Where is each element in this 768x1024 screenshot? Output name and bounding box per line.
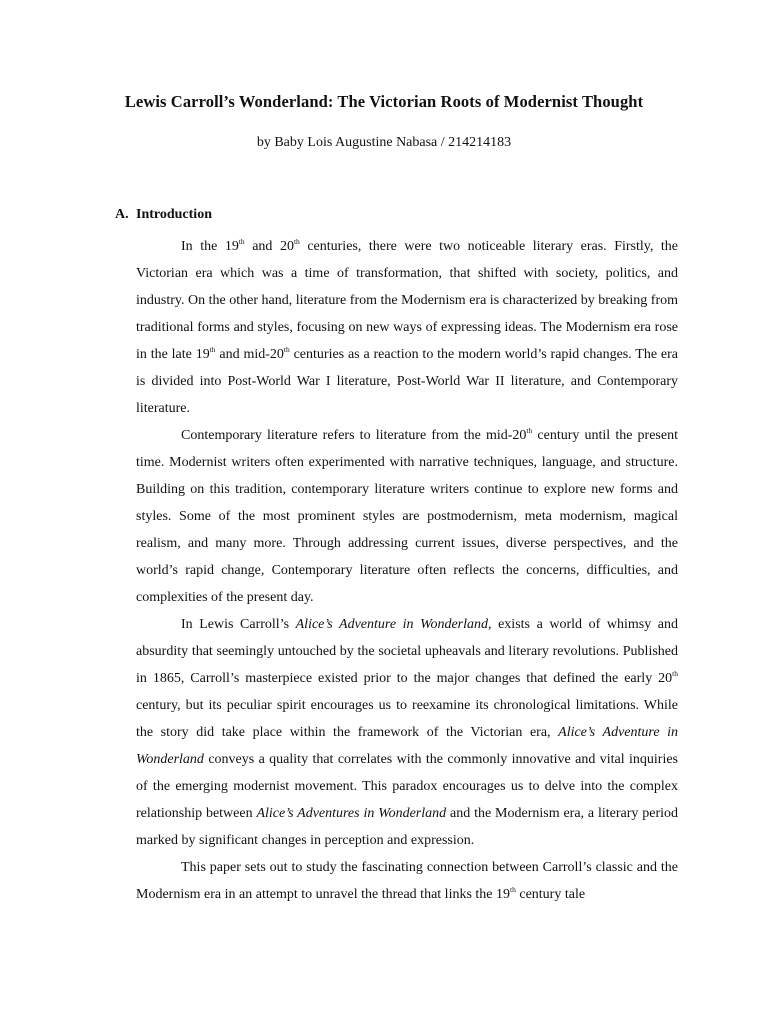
paragraph bbox=[136, 233, 678, 422]
section-heading bbox=[115, 207, 212, 223]
text-run: and the Modernism era, a literary period marked by significant changes in perception and expression. bbox=[136, 806, 679, 848]
author-byline: by Baby Lois Augustine Nabasa / 214214183 bbox=[256, 135, 512, 150]
section-marker: A. bbox=[115, 207, 129, 222]
paragraph bbox=[136, 854, 678, 908]
text-run: In the 19 bbox=[181, 239, 239, 254]
book-title: Alice’s Adventure in Wonderland bbox=[295, 617, 489, 632]
text-run: century until the present time. Modernist writers often experimented with narrative techniques, language, and structure. Building on this tradition, contemporary literature writers continue to explore new forms and styles. Some of the most prominent styles are postmodernism, meta modernism, magical realism, and many more. Through addressing current issues, diverse perspectives, and the world’s rapid change, Contemporary literature often reflects the concerns, difficulties, and complexities of the present day. bbox=[136, 428, 678, 605]
text-run: , exists a world of whimsy and absurdity that seemingly untouched by the societal upheavals and literary revolutions. Published in 1865, Carroll’s masterpiece existed prior to the major changes that defined the early 20 bbox=[136, 617, 678, 686]
document-title: Lewis Carroll’s Wonderland: The Victorian Roots of Modernist Thought bbox=[124, 92, 644, 111]
section-heading-text: Introduction bbox=[136, 207, 212, 222]
text-run: and mid-20 bbox=[215, 347, 284, 362]
document-body bbox=[136, 233, 678, 908]
superscript: th bbox=[293, 237, 300, 246]
superscript: th bbox=[526, 426, 533, 435]
book-title: Alice’s Adventures in Wonderland bbox=[256, 806, 447, 821]
paragraph bbox=[136, 422, 678, 611]
superscript: th bbox=[209, 345, 216, 354]
superscript: th bbox=[672, 669, 678, 678]
text-run: Contemporary literature refers to literature from the mid-20 bbox=[181, 428, 527, 443]
text-run: conveys a quality that correlates with the commonly innovative and vital inquiries of the emerging modernist movement. This paradox encourages us to delve into the complex relationship between bbox=[136, 752, 678, 821]
superscript: th bbox=[283, 345, 290, 354]
text-run: century tale bbox=[515, 887, 586, 902]
text-run: centuries as a reaction to the modern world’s rapid changes. The era is divided into Post-World War I literature, Post-World War II literature, and Contemporary literature. bbox=[136, 347, 679, 416]
superscript: th bbox=[238, 237, 245, 246]
text-run: and 20 bbox=[244, 239, 294, 254]
paragraph bbox=[136, 611, 678, 854]
text-run: centuries, there were two noticeable literary eras. Firstly, the Victorian era which was a time of transformation, that shifted with society, politics, and industry. On the other hand, literature from the Modernism era is characterized by breaking from traditional forms and styles, focusing on new ways of expressing ideas. The Modernism era rose in the late 19 bbox=[136, 239, 678, 362]
text-run: century, but its peculiar spirit encourages us to reexamine its chronological limitations. While the story did take place within the framework of the Victorian era, bbox=[136, 698, 678, 740]
text-run: This paper sets out to study the fascinating connection between Carroll’s classic and the Modernism era in an attempt to unravel the thread that links the 19 bbox=[136, 860, 678, 902]
book-title: Alice’s Adventure in Wonderland bbox=[136, 725, 678, 767]
text-run: In Lewis Carroll’s bbox=[181, 617, 296, 632]
superscript: th bbox=[510, 885, 516, 894]
